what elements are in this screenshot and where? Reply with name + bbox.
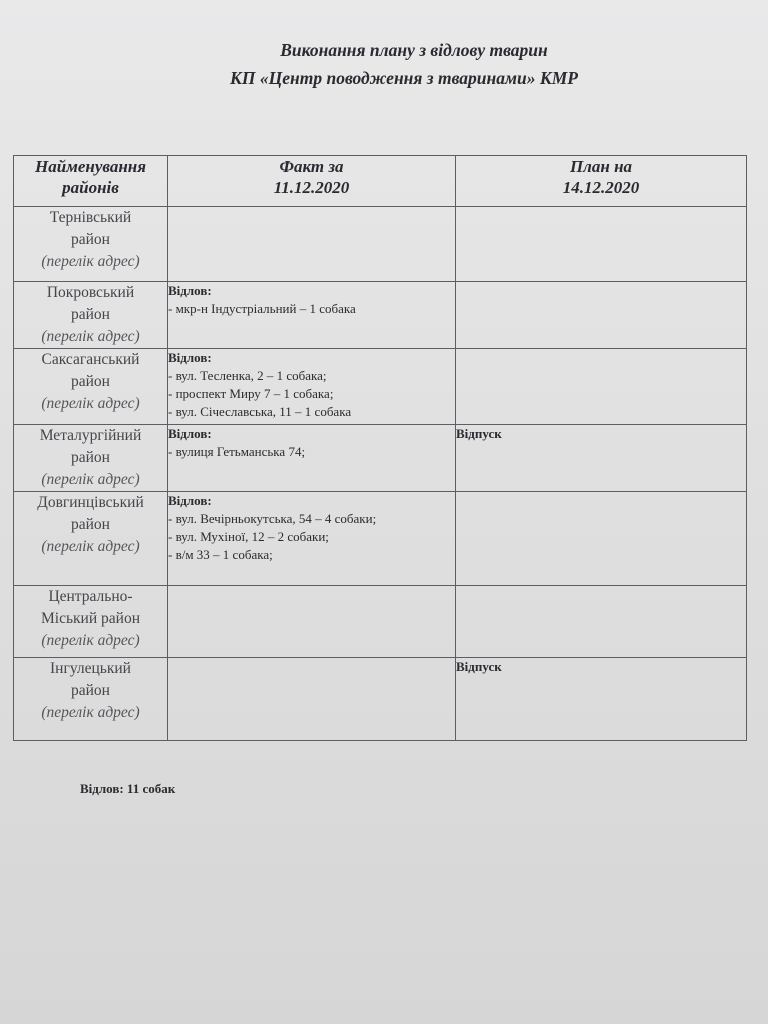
- fact-item: - вул. Вечірньокутська, 54 – 4 собаки;: [168, 511, 377, 526]
- plan-status: Відпуск: [456, 659, 502, 674]
- district-name: район: [71, 682, 110, 699]
- header-plan: [456, 156, 747, 207]
- table-body: [14, 207, 747, 741]
- plan-cell: [456, 586, 747, 658]
- plan-cell: [456, 282, 747, 349]
- plan-status: Відпуск: [456, 426, 502, 441]
- fact-cell: [168, 349, 456, 425]
- plan-cell: [456, 492, 747, 586]
- organization-title: КП «Центр поводження з тваринами» КМР: [230, 68, 578, 88]
- district-name: район: [71, 373, 110, 390]
- district-name: Центрально-: [48, 588, 133, 605]
- fact-item: - вулиця Гетьманська 74;: [168, 444, 306, 459]
- total-caught: Відлов: 11 собак: [80, 781, 176, 796]
- fact-item: - вул. Тесленка, 2 – 1 собака;: [168, 368, 327, 383]
- district-name: район: [71, 306, 110, 323]
- table-row: [14, 425, 747, 492]
- fact-item: - проспект Миру 7 – 1 собака;: [168, 386, 334, 401]
- header-plan-line1: План на: [569, 157, 633, 176]
- address-list-note: (перелік адрес): [41, 395, 140, 412]
- fact-item: - вул. Січеславська, 11 – 1 собака: [168, 404, 352, 419]
- fact-item: - мкр-н Індустріальний – 1 собака: [168, 301, 356, 316]
- fact-label: Відлов:: [168, 493, 212, 508]
- table-row: [14, 586, 747, 658]
- plan-cell: [456, 658, 747, 741]
- district-name: Тернівський: [49, 209, 132, 226]
- header-districts: [14, 156, 168, 207]
- district-cell: [14, 207, 168, 282]
- table-header-row: [14, 156, 747, 207]
- plan-cell: [456, 425, 747, 492]
- fact-cell: [168, 492, 456, 586]
- header-fact-date: 11.12.2020: [273, 178, 350, 197]
- district-name: Міський район: [40, 610, 140, 627]
- district-cell: [14, 492, 168, 586]
- table-row: [14, 658, 747, 741]
- fact-item: - в/м 33 – 1 собака;: [168, 547, 273, 562]
- fact-label: Відлов:: [168, 426, 212, 441]
- address-list-note: (перелік адрес): [41, 328, 140, 345]
- fact-cell: [168, 586, 456, 658]
- plan-cell: [456, 207, 747, 282]
- district-cell: [14, 425, 168, 492]
- table-row: [14, 207, 747, 282]
- document-title: Виконання плану з відлову тварин: [280, 40, 548, 60]
- address-list-note: (перелік адрес): [41, 471, 140, 488]
- address-list-note: (перелік адрес): [41, 632, 140, 649]
- district-cell: [14, 586, 168, 658]
- district-name: район: [71, 516, 110, 533]
- district-name: Покровський: [46, 284, 135, 301]
- table-row: [14, 282, 747, 349]
- district-cell: [14, 658, 168, 741]
- fact-item: - вул. Мухіної, 12 – 2 собаки;: [168, 529, 329, 544]
- fact-label: Відлов:: [168, 350, 212, 365]
- header-fact-line1: Факт за: [279, 157, 344, 176]
- district-name: Саксаганський: [41, 351, 140, 368]
- district-cell: [14, 282, 168, 349]
- header-districts-line1: Найменування: [35, 157, 146, 176]
- district-cell: [14, 349, 168, 425]
- table-row: [14, 349, 747, 425]
- plan-table: [13, 155, 747, 741]
- fact-cell: [168, 282, 456, 349]
- address-list-note: (перелік адрес): [41, 538, 140, 555]
- fact-cell: [168, 207, 456, 282]
- header-districts-line2: районів: [62, 178, 119, 197]
- plan-cell: [456, 349, 747, 425]
- table-row: [14, 492, 747, 586]
- header-plan-date: 14.12.2020: [562, 178, 640, 197]
- district-name: район: [71, 231, 110, 248]
- district-name: Довгинцівський: [37, 494, 144, 511]
- fact-label: Відлов:: [168, 283, 212, 298]
- fact-cell: [168, 425, 456, 492]
- header-fact: [168, 156, 456, 207]
- address-list-note: (перелік адрес): [41, 704, 140, 721]
- district-name: район: [71, 449, 110, 466]
- district-name: Металургійний: [39, 427, 142, 444]
- address-list-note: (перелік адрес): [41, 253, 140, 270]
- district-name: Інгулецький: [50, 660, 131, 677]
- fact-cell: [168, 658, 456, 741]
